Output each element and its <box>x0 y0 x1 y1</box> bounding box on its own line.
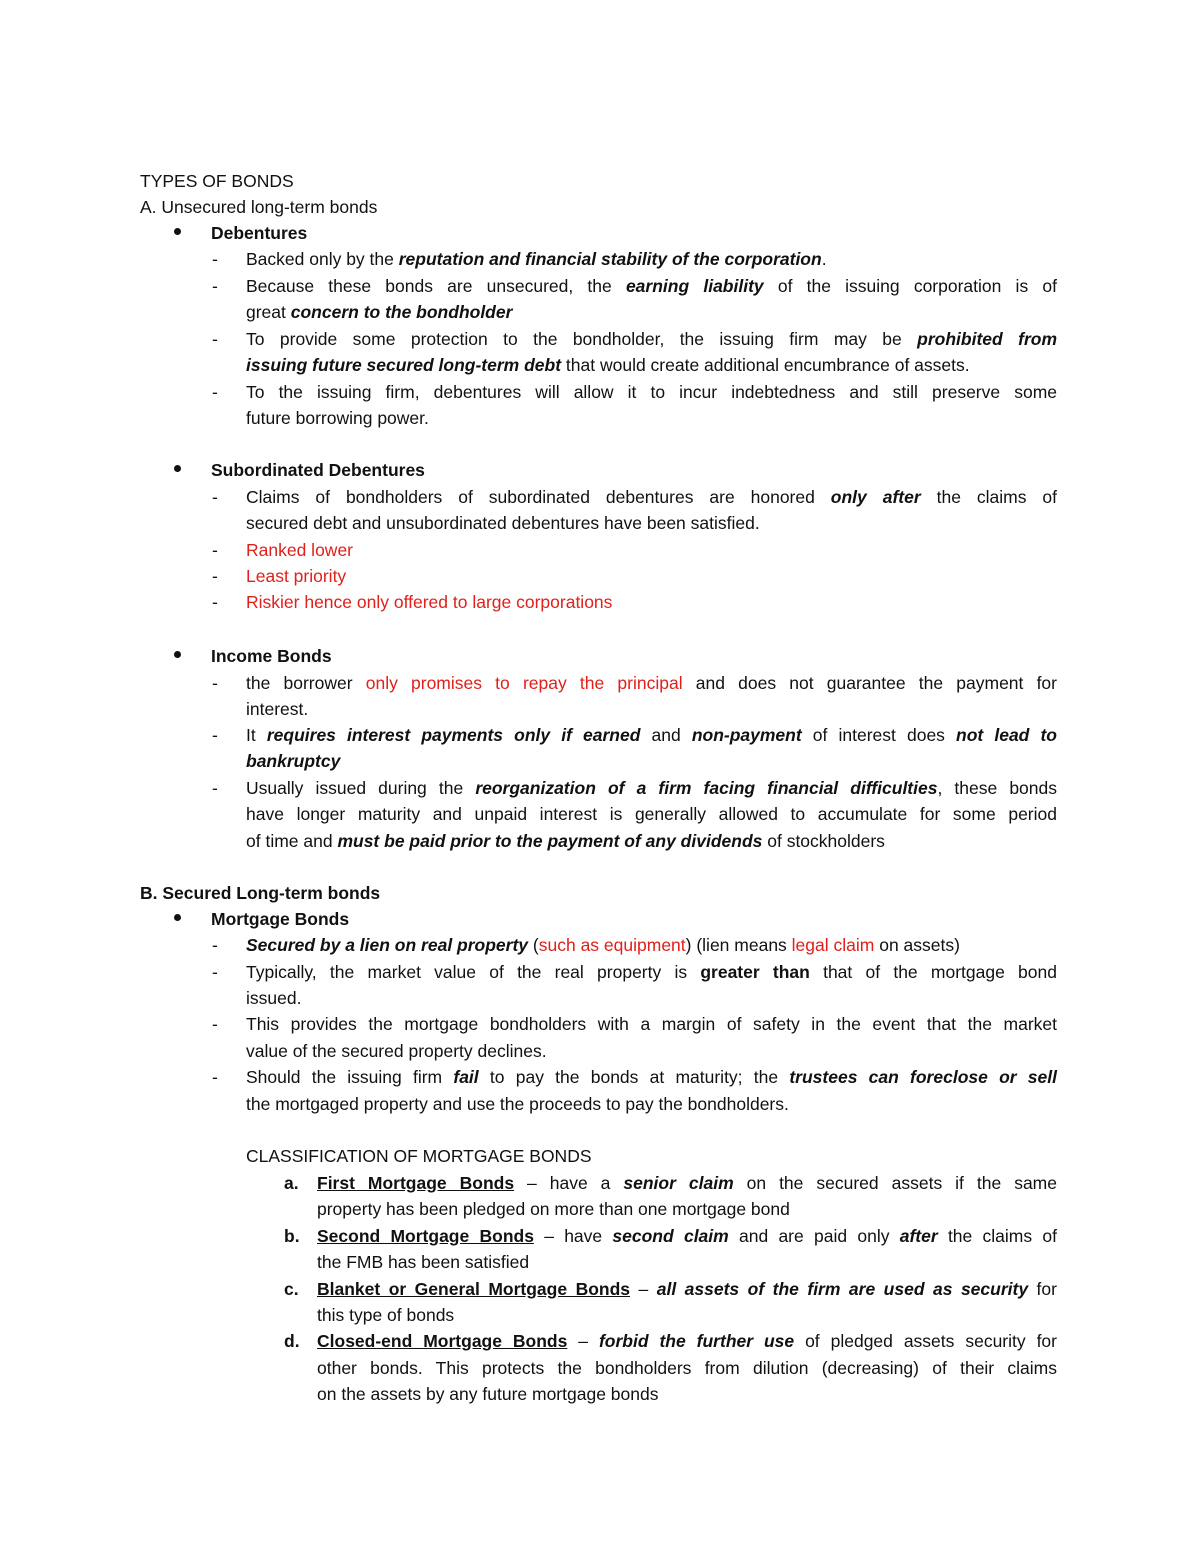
dash-icon: - <box>212 592 218 612</box>
subordinated-point-3: Least priority <box>246 566 347 586</box>
debentures-point-2-line-2: great concern to the bondholder <box>246 302 513 322</box>
bullet-icon <box>174 465 181 472</box>
mortgage-point-4-line-1: Should the issuing firm fail to pay the bonds at maturity; the trustees can foreclose or sell <box>246 1067 1057 1087</box>
dash-icon: - <box>212 540 218 560</box>
bullet-icon <box>174 651 181 658</box>
bullet-icon <box>174 228 181 235</box>
classification-d-line-1: Closed-end Mortgage Bonds – forbid the further use of pledged assets security for <box>317 1331 1057 1351</box>
classification-b-line-1: Second Mortgage Bonds – have second claim and are paid only after the claims of <box>317 1226 1057 1246</box>
item-d-marker: d. <box>284 1331 300 1351</box>
income-point-2-line-1: It requires interest payments only if earned and non-payment of interest does not lead to <box>246 725 1057 745</box>
debentures-point-4-line-1: To the issuing firm, debentures will allow it to incur indebtedness and still preserve some <box>246 382 1057 402</box>
classification-a-line-2: property has been pledged on more than one mortgage bond <box>317 1199 790 1219</box>
subordinated-point-1-line-2: secured debt and unsubordinated debentures have been satisfied. <box>246 513 760 533</box>
income-point-2-line-2: bankruptcy <box>246 751 341 771</box>
page-title: TYPES OF BONDS <box>140 171 294 191</box>
debentures-point-2-line-1: Because these bonds are unsecured, the earning liability of the issuing corporation is of <box>246 276 1057 296</box>
debentures-point-3-line-2: issuing future secured long-term debt that would create additional encumbrance of assets. <box>246 355 970 375</box>
income-label: Income Bonds <box>211 646 332 666</box>
income-point-3-line-2: have longer maturity and unpaid interest is generally allowed to accumulate for some period <box>246 804 1057 824</box>
mortgage-point-2-line-2: issued. <box>246 988 302 1008</box>
debentures-point-1: Backed only by the reputation and financial stability of the corporation. <box>246 249 827 269</box>
dash-icon: - <box>212 778 218 798</box>
dash-icon: - <box>212 935 218 955</box>
dash-icon: - <box>212 1067 218 1087</box>
mortgage-label: Mortgage Bonds <box>211 909 350 929</box>
section-a-heading: A. Unsecured long-term bonds <box>140 197 378 217</box>
income-point-3-line-3: of time and must be paid prior to the payment of any dividends of stockholders <box>246 831 885 851</box>
subordinated-point-4: Riskier hence only offered to large corporations <box>246 592 613 612</box>
classification-c-line-2: this type of bonds <box>317 1305 455 1325</box>
subordinated-point-1-line-1: Claims of bondholders of subordinated debentures are honored only after the claims of <box>246 487 1057 507</box>
mortgage-point-2-line-1: Typically, the market value of the real property is greater than that of the mortgage bond <box>246 962 1057 982</box>
classification-a-line-1: First Mortgage Bonds – have a senior claim on the secured assets if the same <box>317 1173 1057 1193</box>
debentures-label: Debentures <box>211 223 308 243</box>
income-point-3-line-1: Usually issued during the reorganization of a firm facing financial difficulties, these bonds <box>246 778 1058 798</box>
subordinated-label: Subordinated Debentures <box>211 460 425 480</box>
item-b-marker: b. <box>284 1226 300 1246</box>
classification-heading: CLASSIFICATION OF MORTGAGE BONDS <box>246 1146 592 1166</box>
dash-icon: - <box>212 1014 218 1034</box>
mortgage-point-1: Secured by a lien on real property (such as equipment) (lien means legal claim on assets) <box>246 935 960 955</box>
dash-icon: - <box>212 725 218 745</box>
dash-icon: - <box>212 962 218 982</box>
item-c-marker: c. <box>284 1279 299 1299</box>
dash-icon: - <box>212 276 218 296</box>
classification-d-line-2: other bonds. This protects the bondholders from dilution (decreasing) of their claims <box>317 1358 1057 1378</box>
dash-icon: - <box>212 382 218 402</box>
subordinated-point-2: Ranked lower <box>246 540 353 560</box>
mortgage-point-4-line-2: the mortgaged property and use the proceeds to pay the bondholders. <box>246 1094 789 1114</box>
classification-d-line-3: on the assets by any future mortgage bonds <box>317 1384 659 1404</box>
debentures-point-4-line-2: future borrowing power. <box>246 408 429 428</box>
debentures-point-3-line-1: To provide some protection to the bondholder, the issuing firm may be prohibited from <box>246 329 1057 349</box>
dash-icon: - <box>212 566 218 586</box>
mortgage-point-3-line-1: This provides the mortgage bondholders with a margin of safety in the event that the market <box>246 1014 1057 1034</box>
dash-icon: - <box>212 673 218 693</box>
classification-c-line-1: Blanket or General Mortgage Bonds – all assets of the firm are used as security for <box>317 1279 1057 1299</box>
income-point-1-line-1: the borrower only promises to repay the principal and does not guarantee the payment for <box>246 673 1057 693</box>
dash-icon: - <box>212 249 218 269</box>
dash-icon: - <box>212 329 218 349</box>
income-point-1-line-2: interest. <box>246 699 309 719</box>
bullet-icon <box>174 914 181 921</box>
section-b-heading: B. Secured Long-term bonds <box>140 883 381 903</box>
item-a-marker: a. <box>284 1173 299 1193</box>
dash-icon: - <box>212 487 218 507</box>
classification-b-line-2: the FMB has been satisfied <box>317 1252 530 1272</box>
mortgage-point-3-line-2: value of the secured property declines. <box>246 1041 547 1061</box>
